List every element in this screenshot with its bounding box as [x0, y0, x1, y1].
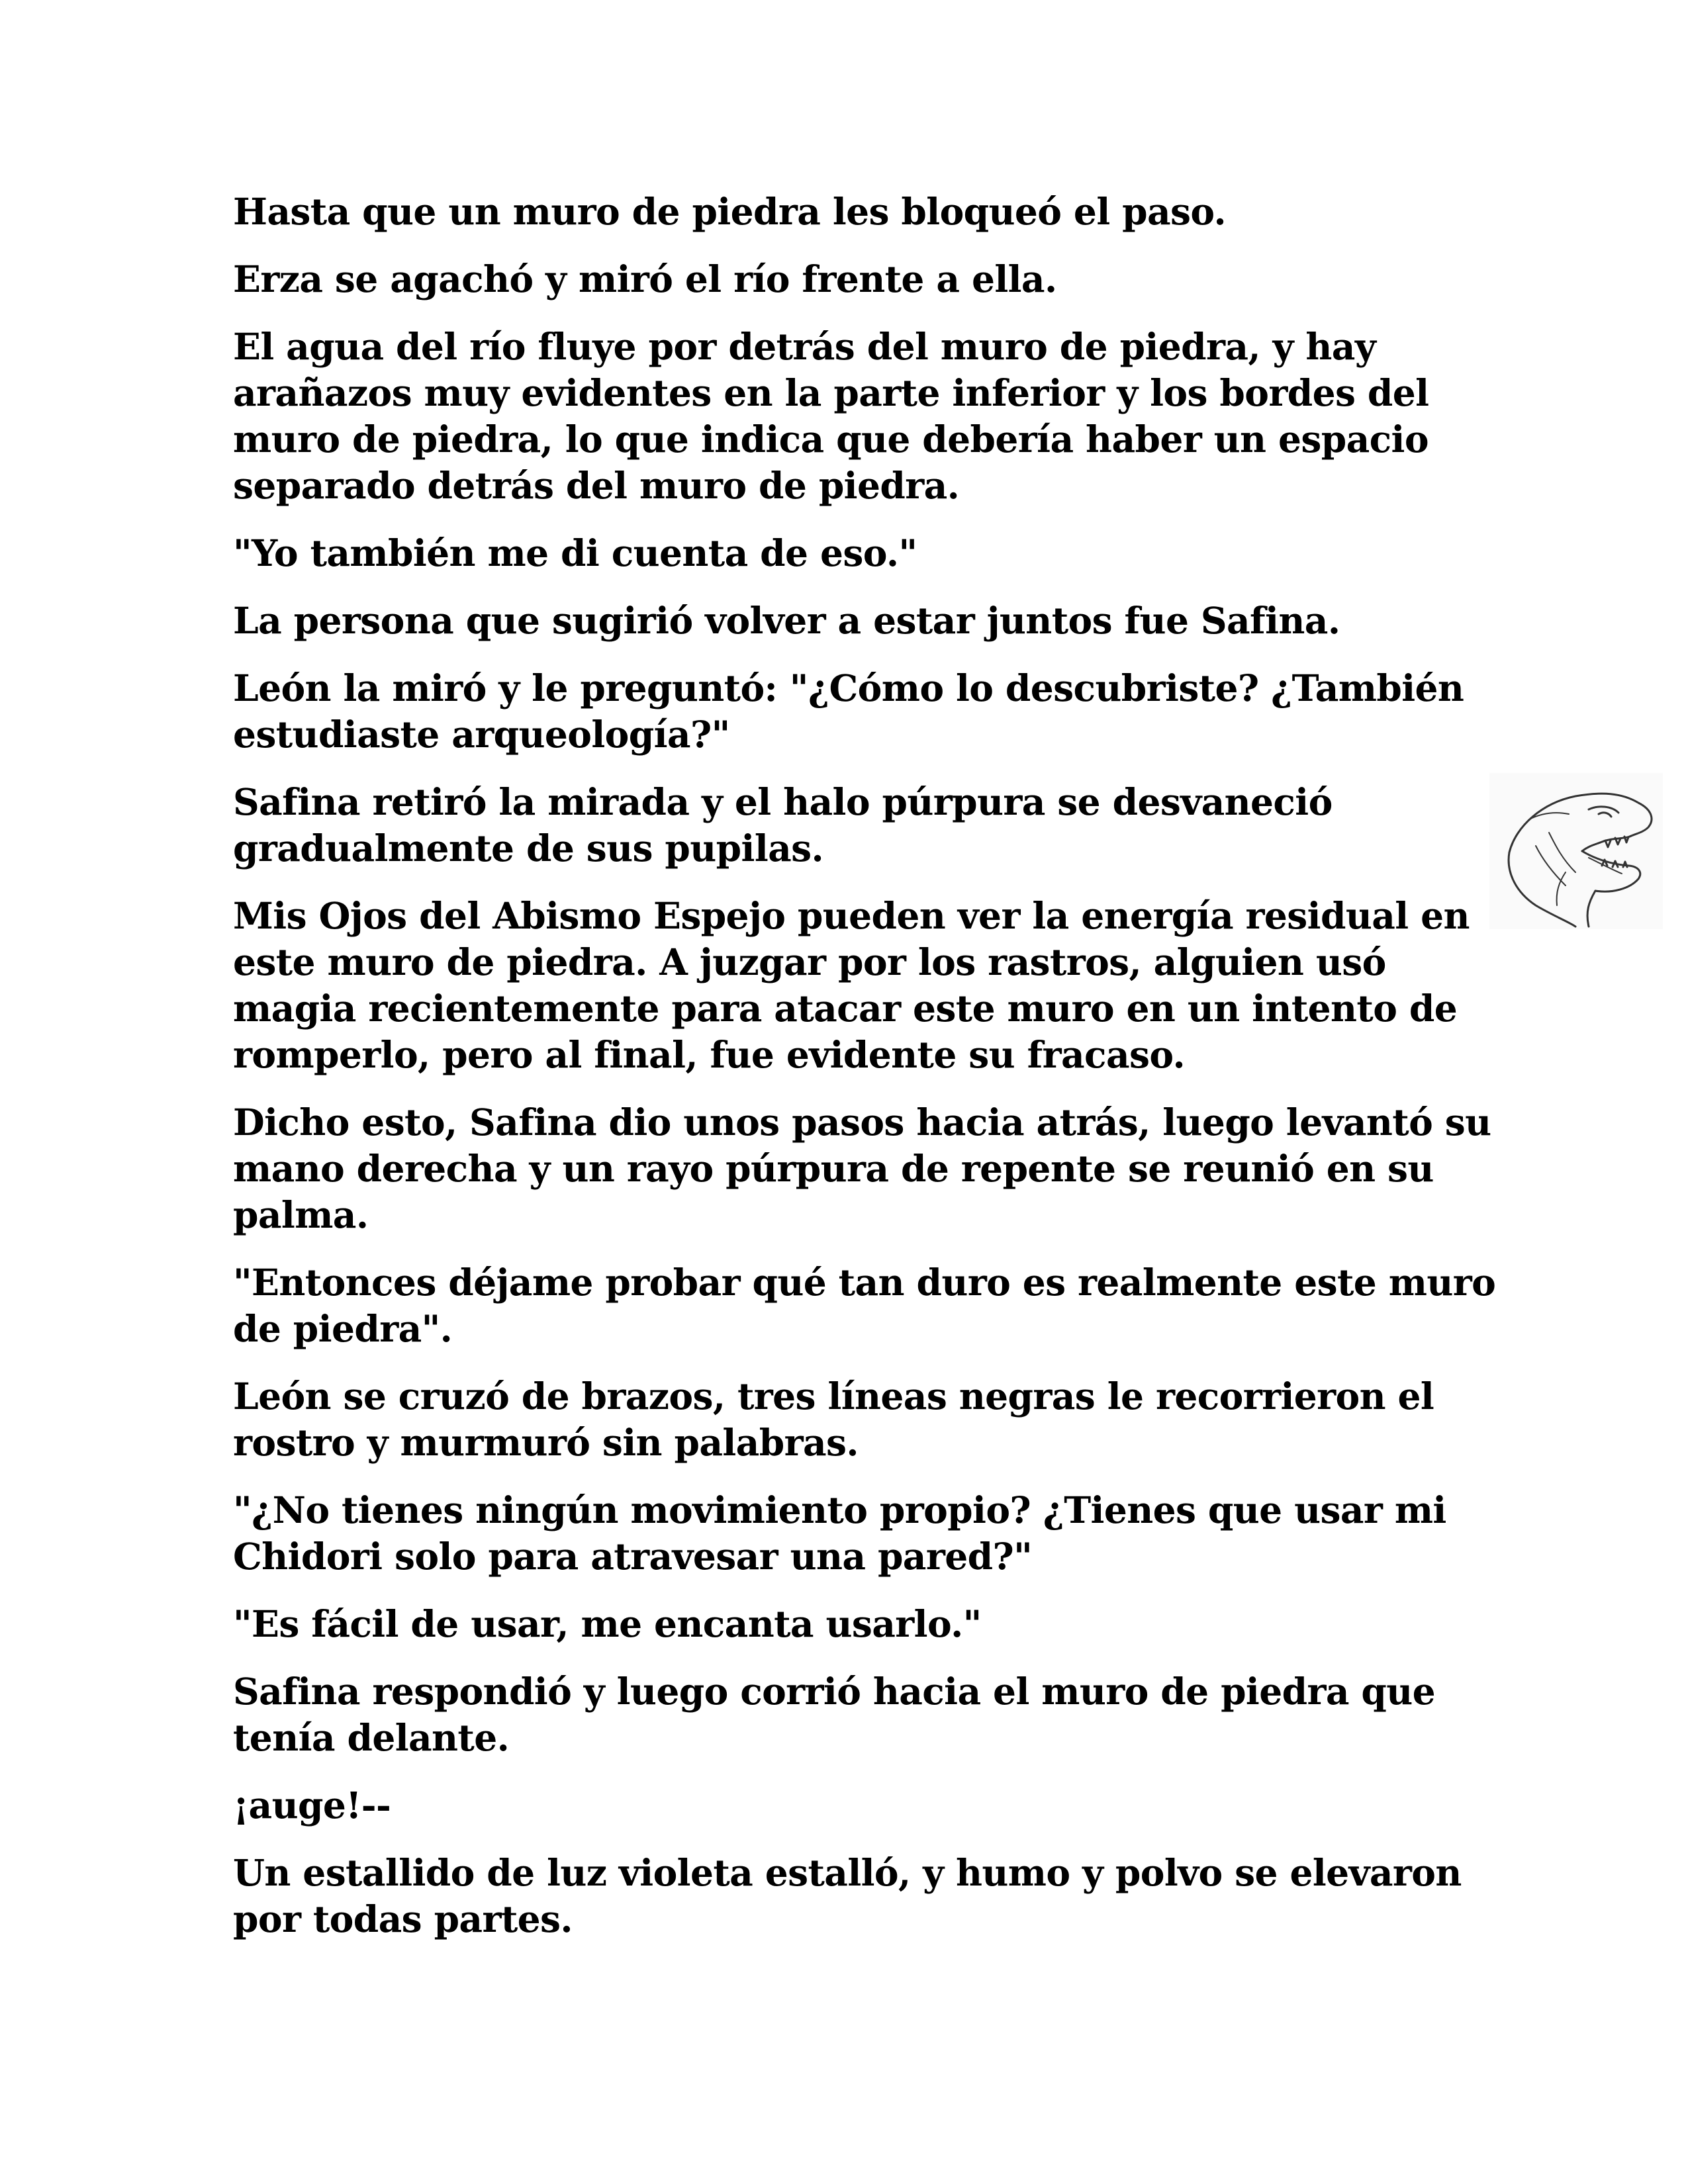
text-line: palma.	[233, 1193, 369, 1236]
text-line: "Yo también me di cuenta de eso."	[233, 531, 917, 574]
text-line: magia recientemente para atacar este muro en un intento de	[233, 987, 1458, 1030]
text-line: tenía delante.	[233, 1716, 510, 1759]
paragraph	[233, 1850, 1477, 1942]
text-line: rostro y murmuró sin palabras.	[233, 1421, 859, 1464]
text-line: "¿No tienes ningún movimiento propio? ¿Tienes que usar mi	[233, 1488, 1446, 1531]
text-line: separado detrás del muro de piedra.	[233, 464, 960, 507]
paragraph	[233, 1668, 1477, 1761]
dinosaur-head-icon	[1489, 773, 1663, 929]
paragraph	[233, 665, 1477, 758]
paragraph	[233, 779, 1477, 872]
paragraph	[233, 1099, 1491, 1238]
text-line: Hasta que un muro de piedra les bloqueó el paso.	[233, 190, 1227, 233]
text-line: Mis Ojos del Abismo Espejo pueden ver la energía residual en	[233, 894, 1470, 937]
text-line: Dicho esto, Safina dio unos pasos hacia atrás, luego levantó su	[233, 1101, 1491, 1144]
text-line: este muro de piedra. A juzgar por los rastros, alguien usó	[233, 940, 1386, 983]
text-line: Chidori solo para atravesar una pared?"	[233, 1535, 1033, 1578]
text-line: mano derecha y un rayo púrpura de repente se reunió en su	[233, 1147, 1434, 1190]
text-line: ¡auge!--	[233, 1784, 391, 1827]
text-line: Safina retiró la mirada y el halo púrpura se desvaneció	[233, 780, 1333, 823]
text-line: muro de piedra, lo que indica que debería haber un espacio	[233, 418, 1429, 461]
paragraph	[233, 1259, 1496, 1352]
text-line: por todas partes.	[233, 1897, 573, 1940]
text-line: Safina respondió y luego corrió hacia el muro de piedra que	[233, 1670, 1436, 1713]
paragraph	[233, 189, 1477, 235]
text-line: León la miró y le preguntó: "¿Cómo lo descubriste? ¿También	[233, 666, 1464, 709]
text-line: arañazos muy evidentes en la parte inferior y los bordes del	[233, 371, 1429, 414]
body-text	[233, 189, 1496, 1964]
text-line: La persona que sugirió volver a estar juntos fue Safina.	[233, 599, 1340, 642]
paragraph	[233, 1487, 1477, 1580]
text-line: Erza se agachó y miró el río frente a ella.	[233, 257, 1057, 300]
paragraph	[233, 256, 1477, 302]
text-line: León se cruzó de brazos, tres líneas negras le recorrieron el	[233, 1375, 1434, 1418]
paragraph	[233, 1782, 1477, 1829]
text-line: "Entonces déjame probar qué tan duro es realmente este muro	[233, 1261, 1496, 1304]
paragraph	[233, 1601, 1477, 1647]
paragraph	[233, 530, 1477, 576]
text-line: de piedra".	[233, 1307, 453, 1350]
paragraph	[233, 598, 1477, 644]
text-line: gradualmente de sus pupilas.	[233, 827, 824, 870]
paragraph	[233, 893, 1477, 1078]
paragraph	[233, 1373, 1477, 1466]
text-line: Un estallido de luz violeta estalló, y humo y polvo se elevaron	[233, 1851, 1462, 1894]
text-line: "Es fácil de usar, me encanta usarlo."	[233, 1602, 982, 1645]
text-line: estudiaste arqueología?"	[233, 713, 730, 756]
paragraph	[233, 324, 1477, 509]
text-line: romperlo, pero al final, fue evidente su fracaso.	[233, 1033, 1186, 1076]
text-line: El agua del río fluye por detrás del muro de piedra, y hay	[233, 325, 1376, 368]
